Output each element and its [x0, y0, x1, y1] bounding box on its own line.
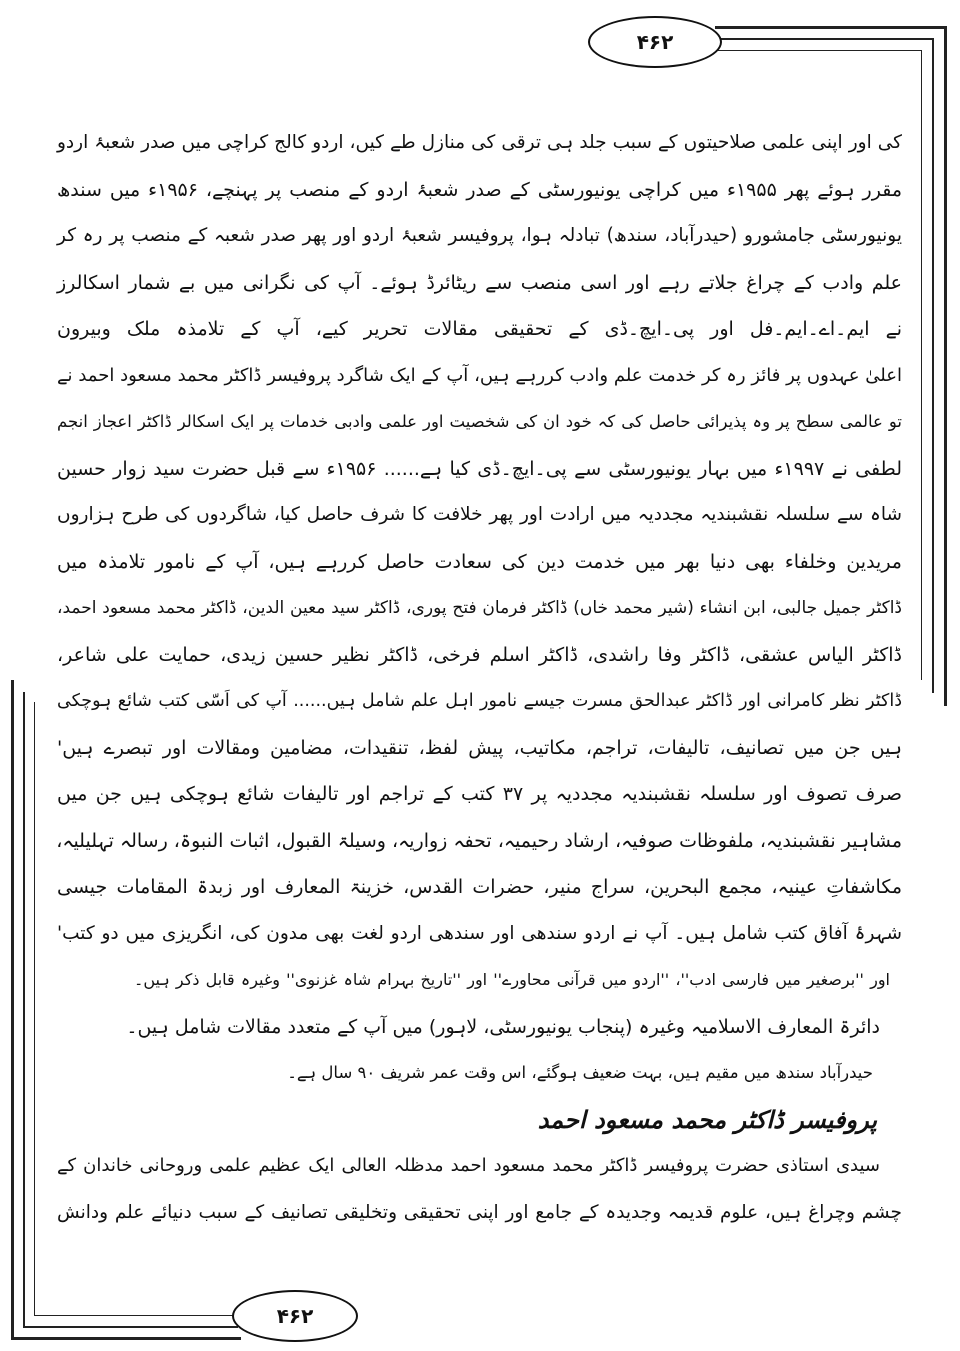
text-line: لطفی نے ۱۹۹۷ء میں بہار یونیورسٹی سے پی۔ایچ۔ڈی کیا ہے...... ۱۹۵۶ء سے قبل حضرت سید زوار حسین [57, 457, 902, 480]
text-line: حیدرآباد سندھ میں مقیم ہیں، بہت ضعیف ہوگئے، اس وقت عمر شریف ۹۰ سال ہے۔ [287, 1063, 873, 1082]
text-line: اور ''برصغیر میں فارسی ادب''، ''اردو میں قرآنی محاورے'' اور ''تاریخ بہرام شاہ غزنوی'' وغیرہ قابل ذکر ہیں۔ [134, 970, 890, 989]
frame-right-inner-v [921, 50, 922, 680]
frame-right-outer-v [944, 26, 947, 706]
frame-top-outer-h [715, 26, 947, 29]
text-line: یونیورسٹی جامشورو (حیدرآباد، سندھ) تبادلہ ہوا، پروفیسر شعبۂ اردو اور پھر صدر شعبہ کے منصب پر رہ کر [57, 225, 902, 246]
text-line: مشاہیر نقشبندیہ، ملفوظات صوفیہ، ارشاد رحیمیہ، تحفہ زواریہ، وسیلۃ القبول، اثبات النبوۃ، رسالہ تہلیلیہ، [56, 829, 902, 852]
text-line: سیدی استاذی حضرت پروفیسر ڈاکٹر محمد مسعود احمد مدظلہ العالی ایک عظیم علمی وروحانی خاندان کے [57, 1155, 880, 1176]
text-line: اعلیٰ عہدوں پر فائز رہ کر خدمت علم وادب کررہے ہیں، آپ کے ایک شاگرد پروفیسر ڈاکٹر محمد مسعود احمد نے [57, 364, 902, 386]
text-line: علم وادب کے چراغ جلاتے رہے اور اسی منصب سے ریٹائرڈ ہوئے۔ آپ کی نگرانی میں بے شمار اسکالرز [57, 271, 902, 294]
page-number-bottom: ۴۶۲ [232, 1290, 358, 1342]
text-line: تو عالمی سطح پر وہ پذیرائی حاصل کی کہ خود ان کی شخصیت اور علمی وادبی خدمات پر ایک اسکالر ڈاکٹر اعجاز انجم [57, 412, 902, 431]
frame-bottom-inner-h [34, 1315, 239, 1316]
text-line: کی اور اپنی علمی صلاحیتوں کے سبب جلد ہی ترقی کی منازل طے کیں، اردو کالج کراچی میں صدر شعبۂ اردو [57, 132, 902, 153]
text-line: ڈاکٹر نظر کامرانی اور ڈاکٹر عبدالحق مسرت جیسے نامور اہل علم شامل ہیں...... آپ کی اَسّی کتب شائع ہوچکی [57, 691, 902, 711]
frame-right-mid-v [932, 38, 934, 693]
text-line: نے ایم۔اے۔ایم۔فل اور پی۔ایچ۔ڈی کے تحقیقی مقالات تحریر کیے، آپ کے تلامذہ ملک وبیرون [57, 318, 902, 340]
text-line: مقرر ہوئے پھر ۱۹۵۵ء میں کراچی یونیورسٹی کے صدر شعبۂ اردو کے منصب پر پہنچے، ۱۹۵۶ء میں سندھ [57, 178, 903, 201]
text-line: ڈاکٹر جمیل جالبی، ابن انشاء (شیر محمد خاں) ڈاکٹر فرمان فتح پوری، ڈاکٹر سید معین الدین، ڈاکٹر محمد مسعود احمد، [57, 598, 902, 618]
frame-top-mid-h [718, 38, 934, 40]
text-line: شاہ سے سلسلہ نقشبندیہ مجددیہ میں ارادت اور پھر خلافت کا شرف حاصل کیا، شاگردوں کی طرح ہزاروں [57, 504, 902, 525]
frame-top-inner-h [715, 50, 922, 51]
text-line: مکاشفاتِ عینیہ، مجمع البحرین، سراج منیر، حضرات القدس، خزینۃ المعارف اور زبدۃ المقامات جیسی [57, 876, 902, 898]
frame-bottom-mid-h [23, 1326, 238, 1328]
frame-bottom-outer-h [11, 1337, 241, 1340]
text-line: ہیں جن میں تصانیف، تالیفات، تراجم، مکاتیب، پیش لفظ، تنقیدات، مضامین ومقالات اور تبصرے ہیں' [57, 736, 902, 759]
frame-left-mid-v [23, 692, 25, 1328]
section-heading: پروفیسر ڈاکٹر محمد مسعود احمد [537, 1105, 877, 1134]
text-line: شہرۂ آفاق کتب شامل ہیں۔ آپ نے اردو سندھی اور سندھی اردو لغت بھی مدون کی، انگریزی میں دو کتب' [57, 922, 902, 944]
text-line: دائرۃ المعارف الاسلامیہ وغیرہ (پنجاب یونیورسٹی، لاہور) میں آپ کے متعدد مقالات شامل ہیں۔ [126, 1015, 880, 1038]
text-line: چشم وچراغ ہیں، علوم قدیمہ وجدیدہ کے جامع اور اپنی تحقیقی وتخلیقی تصانیف کے سبب دنیائے علم ودانش [57, 1201, 902, 1223]
frame-left-outer-v [11, 680, 14, 1340]
page-number-top: ۴۶۲ [588, 16, 722, 68]
text-line: صرف تصوف اور سلسلہ نقشبندیہ مجددیہ پر ۳۷ کتب کے تراجم اور تالیفات شائع ہوچکی ہیں جن میں [57, 783, 902, 805]
text-line: مریدین وخلفاء بھی دنیا بھر میں خدمت دین کی سعادت حاصل کررہے ہیں، آپ کے نامور تلامذہ میں [57, 550, 902, 573]
text-line: ڈاکٹر الیاس عشقی، ڈاکٹر وفا راشدی، ڈاکٹر اسلم فرخی، ڈاکٹر نظیر حسین زیدی، حمایت علی شاعر، [57, 643, 902, 666]
frame-left-inner-v [34, 702, 35, 1316]
